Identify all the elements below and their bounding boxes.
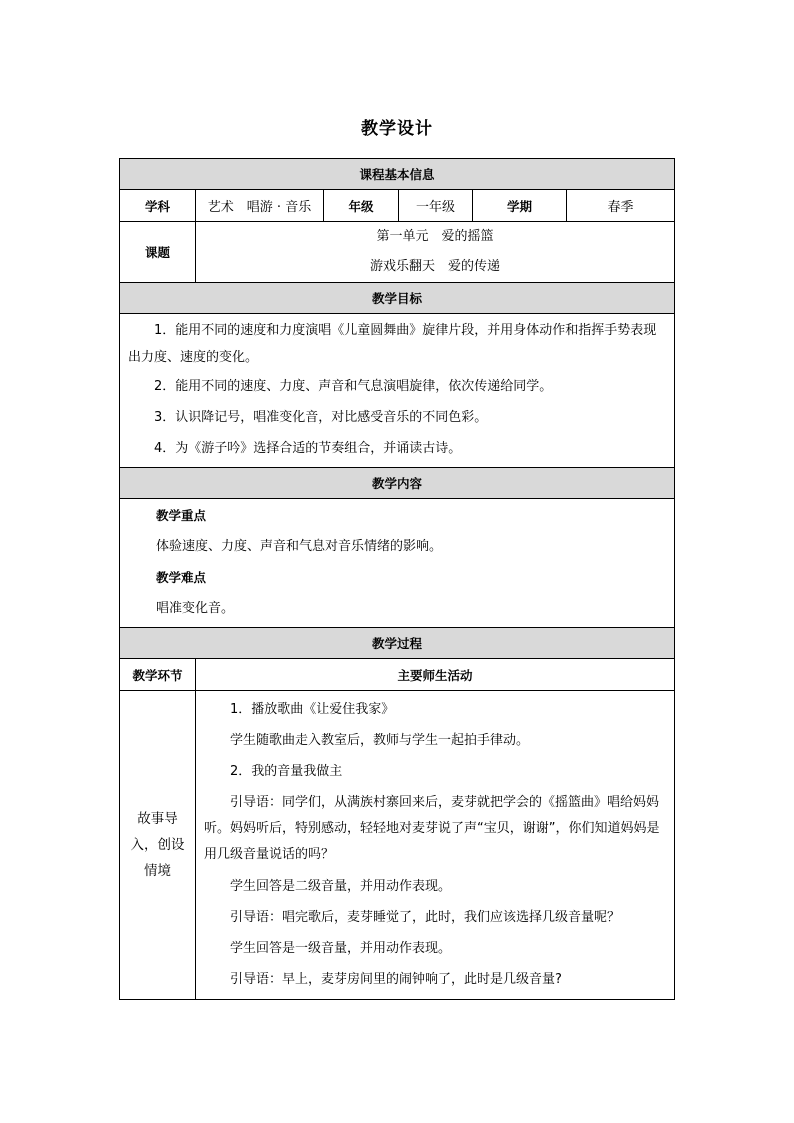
document-title: 教学设计 xyxy=(361,119,433,139)
difficult-point-label: 教学难点 xyxy=(156,570,207,585)
column-header-activity: 主要师生活动 xyxy=(196,659,675,691)
objective-item: 2．能用不同的速度、力度、声音和气息演唱旋律，依次传递给同学。 xyxy=(154,379,553,394)
lesson-plan-table xyxy=(119,158,675,1000)
activity-item: 学生回答是二级音量，并用动作表现。 xyxy=(230,879,452,894)
grade-value: 一年级 xyxy=(399,190,473,222)
section-header-objectives: 教学目标 xyxy=(120,283,675,314)
topic-label: 课题 xyxy=(120,222,196,283)
activity-item: 引导语：早上，麦芽房间里的闹钟响了，此时是几级音量? xyxy=(230,972,562,987)
section-header-content: 教学内容 xyxy=(120,468,675,499)
topic-value xyxy=(196,222,675,283)
objective-item: 1．能用不同的速度和力度演唱《儿童圆舞曲》旋律片段，并用身体动作和指挥手势表现出力度、速度的变化。 xyxy=(128,323,657,365)
term-label: 学期 xyxy=(473,190,567,222)
objectives-list xyxy=(120,314,675,468)
key-point-label: 教学重点 xyxy=(156,508,207,523)
topic-unit: 第一单元 爱的摇篮 xyxy=(376,229,494,244)
subject-value: 艺术 唱游 · 音乐 xyxy=(196,190,324,222)
content-block xyxy=(120,499,675,628)
section-header-basic-info: 课程基本信息 xyxy=(120,159,675,190)
activity-item: 1．播放歌曲《让爱住我家》 xyxy=(230,702,395,717)
subject-label: 学科 xyxy=(120,190,196,222)
activity-item: 学生随歌曲走入教室后，教师与学生一起拍手律动。 xyxy=(230,733,530,748)
stage-name: 故事导入，创设情境 xyxy=(120,691,196,1000)
activity-item: 2．我的音量我做主 xyxy=(230,764,343,779)
activity-item: 学生回答是一级音量，并用动作表现。 xyxy=(230,941,452,956)
objective-item: 3．认识降记号，唱准变化音，对比感受音乐的不同色彩。 xyxy=(154,410,488,425)
topic-lesson: 游戏乐翻天 爱的传递 xyxy=(370,259,501,274)
section-header-process: 教学过程 xyxy=(120,628,675,659)
difficult-point-text: 唱准变化音。 xyxy=(156,601,235,616)
activity-item: 引导语：同学们，从满族村寨回来后，麦芽就把学会的《摇篮曲》唱给妈妈听。妈妈听后，特别感动，轻轻地对麦芽说了声“宝贝，谢谢”，你们知道妈妈是用几级音量说话的吗？ xyxy=(204,795,660,862)
column-header-stage: 教学环节 xyxy=(120,659,196,691)
key-point-text: 体验速度、力度、声音和气息对音乐情绪的影响。 xyxy=(156,539,443,554)
term-value: 春季 xyxy=(567,190,675,222)
grade-label: 年级 xyxy=(324,190,399,222)
activity-list xyxy=(196,691,675,1000)
activity-item: 引导语：唱完歌后，麦芽睡觉了，此时，我们应该选择几级音量呢？ xyxy=(230,910,621,925)
objective-item: 4．为《游子吟》选择合适的节奏组合，并诵读古诗。 xyxy=(154,441,462,456)
